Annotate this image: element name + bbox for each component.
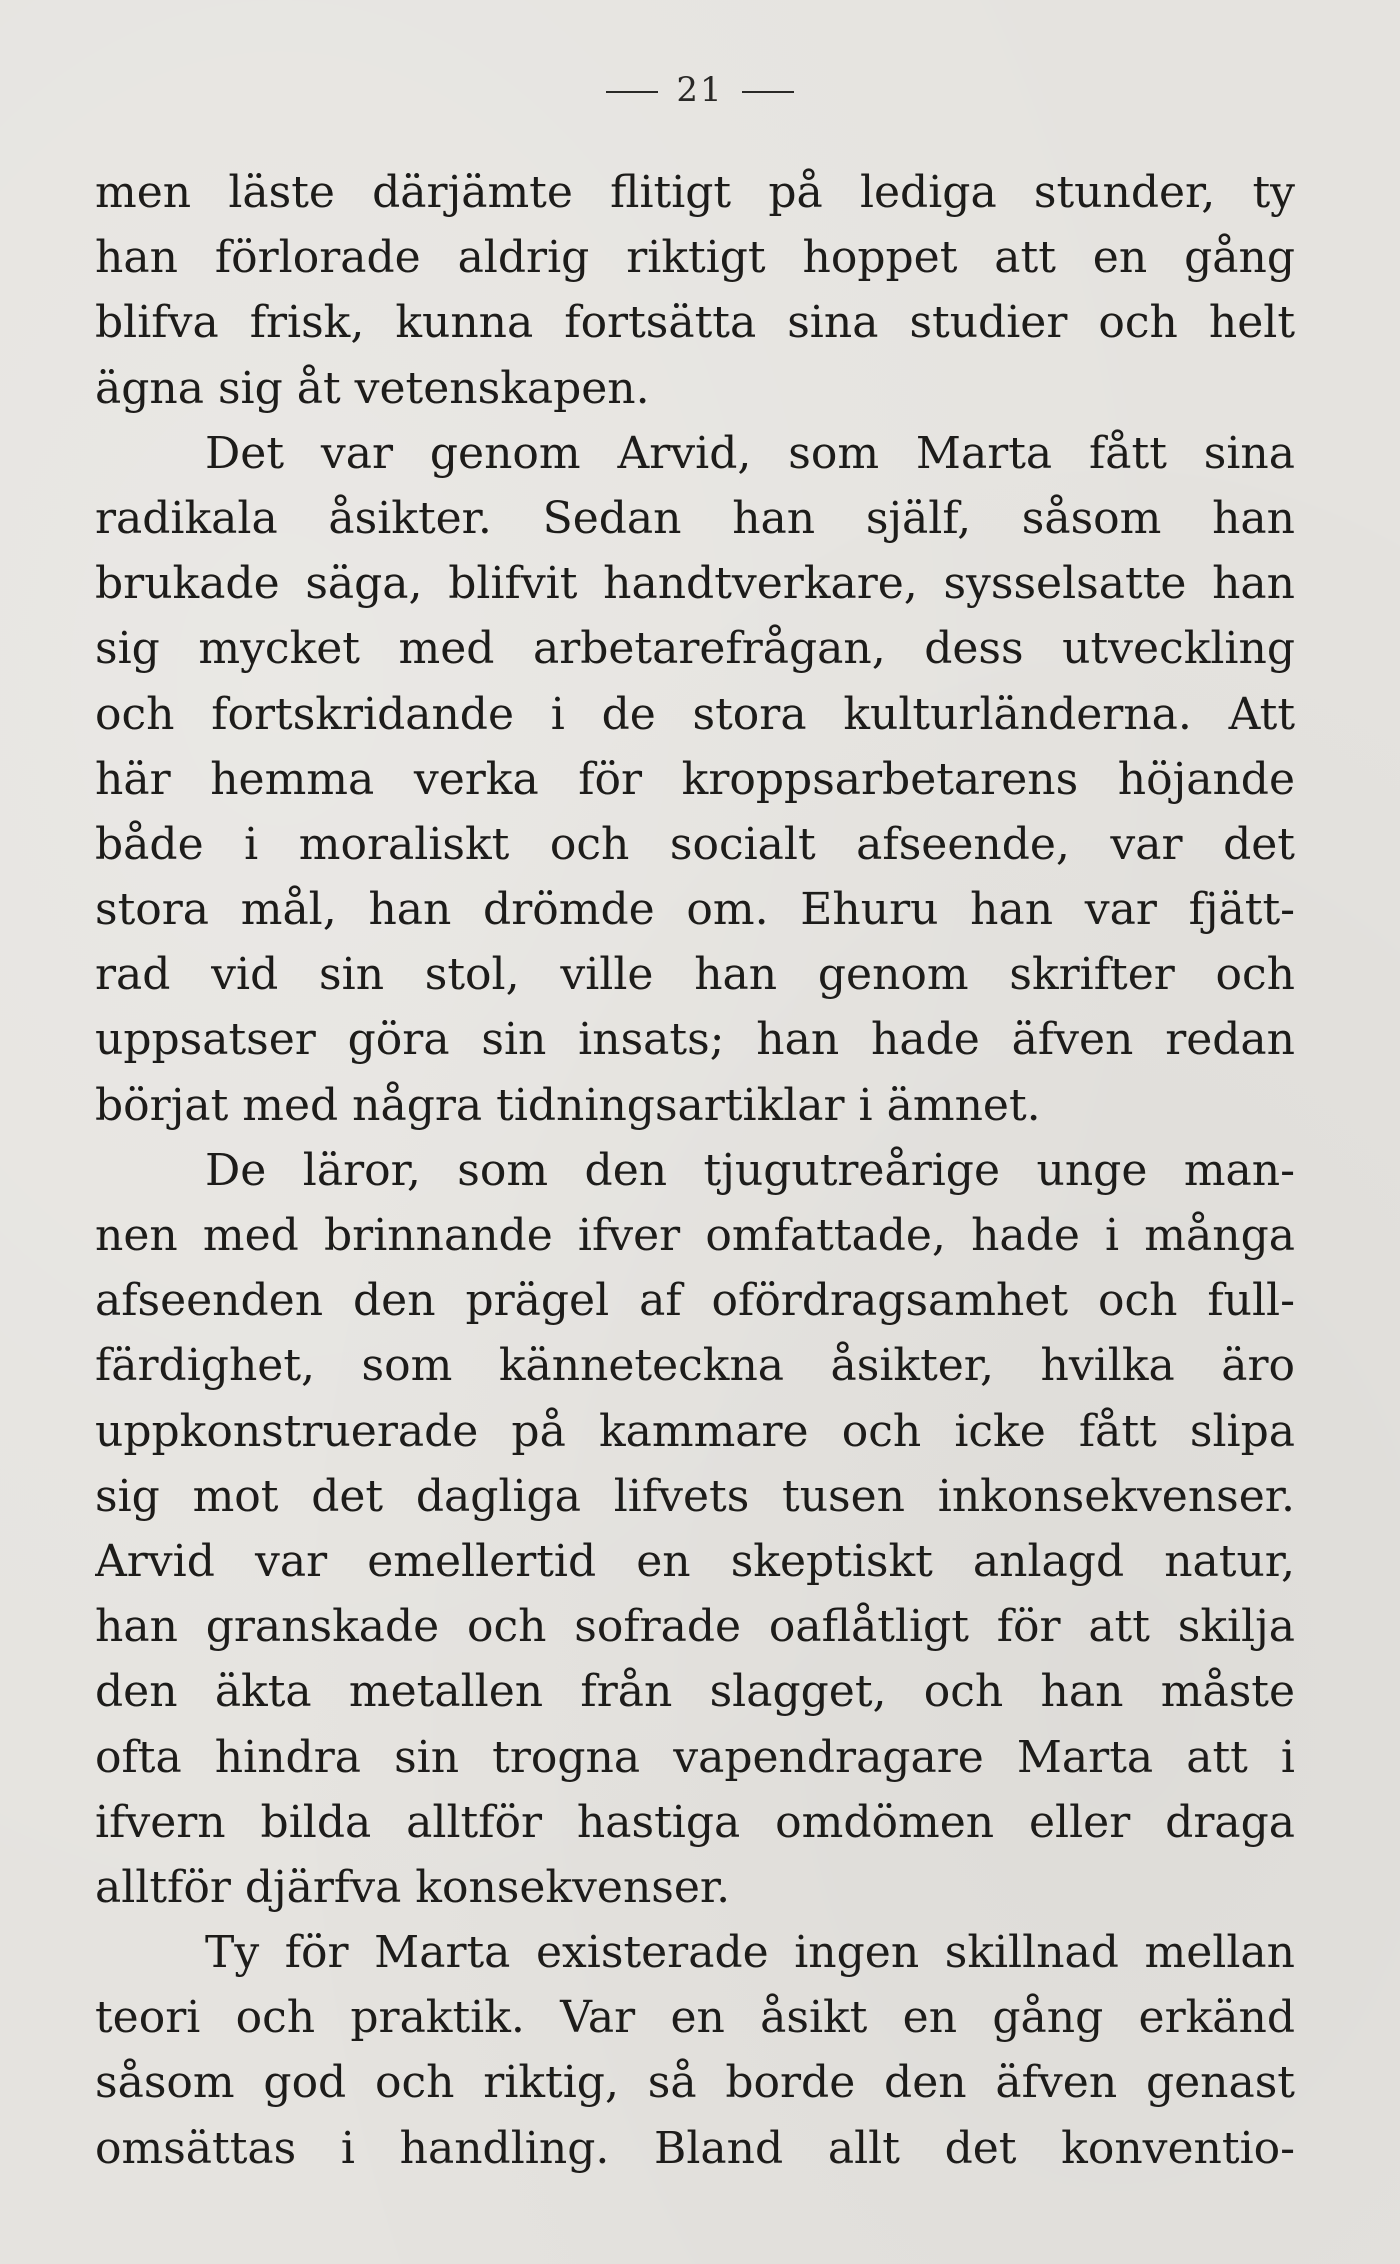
text-line: han granskade och sofrade oaflåtligt för att skilja [95, 1601, 1295, 1653]
text-line: rad vid sin stol, ville han genom skrifter och [95, 949, 1295, 1001]
text-line: här hemma verka för kroppsarbetarens höjande [95, 753, 1295, 805]
text-line: färdighet, som känneteckna åsikter, hvilka äro [95, 1340, 1295, 1392]
page-number: 21 [676, 70, 724, 110]
text-line: uppkonstruerade på kammare och icke fått slipa [95, 1405, 1295, 1457]
text-line: och fortskridande i de stora kulturländerna. Att [95, 688, 1295, 740]
text-line: Det var genom Arvid, som Marta fått sina [205, 427, 1295, 479]
text-line: sig mot det dagliga lifvets tusen inkonsekvenser. [95, 1470, 1295, 1522]
text-line: börjat med några tidningsartiklar i ämnet. [95, 1079, 1041, 1131]
text-line: Ty för Marta existerade ingen skillnad mellan [205, 1927, 1295, 1979]
text-line: ofta hindra sin trogna vapendragare Marta att i [95, 1731, 1295, 1783]
text-line: men läste därjämte flitigt på lediga stunder, ty [95, 167, 1295, 218]
text-line: den äkta metallen från slagget, och han måste [95, 1666, 1295, 1718]
text-line: såsom god och riktig, så borde den äfven genast [95, 2057, 1295, 2109]
text-line: omsättas i handling. Bland allt det konventio- [95, 2122, 1295, 2174]
text-line: blifva frisk, kunna fortsätta sina studier och helt [95, 297, 1295, 349]
text-line: De läror, som den tjugutreårige unge man- [205, 1144, 1295, 1196]
text-line: alltför djärfva konsekvenser. [95, 1861, 731, 1913]
left-dash [606, 91, 658, 93]
page-number-header [0, 70, 1400, 110]
text-line: uppsatser göra sin insats; han hade äfven redan [95, 1014, 1295, 1066]
text-line: teori och praktik. Var en åsikt en gång erkänd [95, 1992, 1295, 2044]
text-line: han förlorade aldrig riktigt hoppet att en gång [95, 232, 1295, 284]
text-line: både i moraliskt och socialt afseende, var det [95, 818, 1295, 870]
text-line: nen med brinnande ifver omfattade, hade i många [95, 1210, 1295, 1261]
text-line: brukade säga, blifvit handtverkare, sysselsatte han [95, 558, 1295, 610]
text-line: sig mycket med arbetarefrågan, dess utveckling [95, 623, 1295, 675]
body-text [95, 160, 1295, 2181]
text-line: ifvern bilda alltför hastiga omdömen eller draga [95, 1796, 1295, 1848]
text-line: radikala åsikter. Sedan han själf, såsom han [95, 492, 1295, 544]
text-line: stora mål, han drömde om. Ehuru han var fjätt- [95, 884, 1295, 936]
right-dash [742, 91, 794, 93]
text-line: ägna sig åt vetenskapen. [95, 362, 650, 414]
text-line: afseenden den prägel af ofördragsamhet och full- [95, 1275, 1295, 1327]
text-line: Arvid var emellertid en skeptiskt anlagd natur, [95, 1535, 1295, 1587]
